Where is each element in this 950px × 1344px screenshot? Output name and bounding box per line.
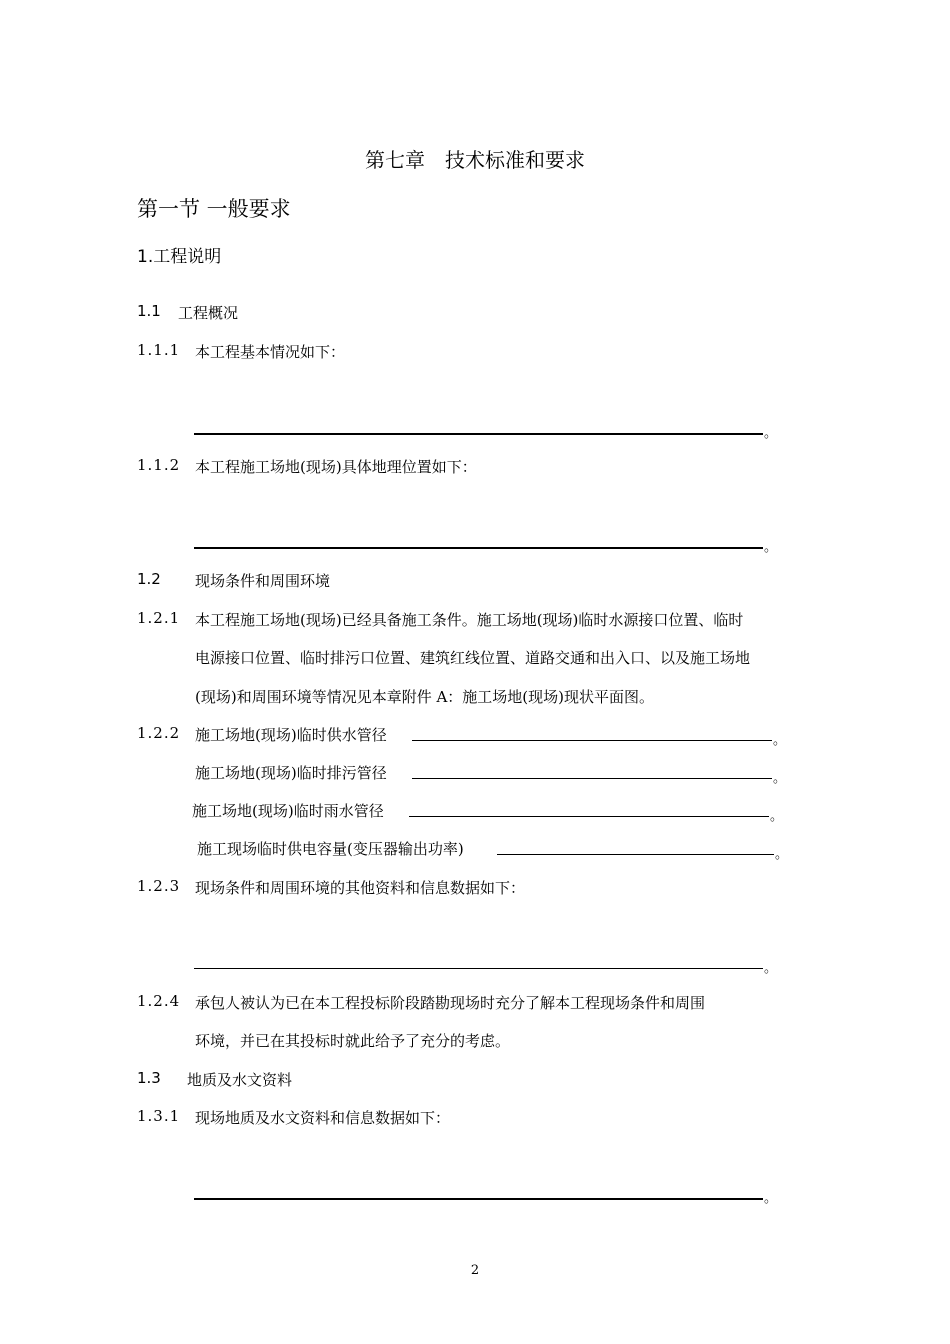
item-1-1-2-text: 本工程施工场地(现场)具体地理位置如下： — [195, 458, 477, 476]
heading-1-2-num: 1.2 — [137, 570, 161, 588]
item-1-3-1-num: 1.3.1 — [137, 1107, 181, 1125]
item-1-2-2-row-1: 施工场地(现场)临时供水管径 — [195, 726, 387, 744]
item-1-2-2-row-4: 施工现场临时供电容量(变压器输出功率) — [197, 840, 464, 858]
heading-1: 1.工程说明 — [137, 247, 222, 267]
fill-line-1-2-2-2 — [412, 778, 772, 779]
heading-1-3-title: 地质及水文资料 — [187, 1071, 293, 1089]
item-1-2-1-line-2: 电源接口位置、临时排污口位置、建筑红线位置、道路交通和出入口、以及施工场地 — [195, 649, 751, 667]
item-1-1-2-num: 1.1.2 — [137, 456, 181, 474]
item-1-2-3-num: 1.2.3 — [137, 877, 181, 895]
fill-line-1-2-2-3 — [409, 816, 769, 817]
period: 。 — [770, 809, 784, 824]
heading-1-2-title: 现场条件和周围环境 — [195, 572, 331, 590]
item-1-2-3-text: 现场条件和周围环境的其他资料和信息数据如下： — [195, 879, 526, 897]
period: 。 — [764, 961, 778, 976]
item-1-3-1-text: 现场地质及水文资料和信息数据如下： — [195, 1109, 451, 1127]
page-number: 2 — [470, 1263, 480, 1278]
item-1-2-2-row-3: 施工场地(现场)临时雨水管径 — [192, 802, 384, 820]
item-1-2-2-num: 1.2.2 — [137, 724, 181, 742]
heading-1-1-num: 1.1 — [137, 302, 161, 320]
item-1-2-4-num: 1.2.4 — [137, 992, 181, 1010]
period: 。 — [775, 847, 789, 862]
period: 。 — [773, 771, 787, 786]
item-1-2-4-line-2: 环境，并已在其投标时就此给予了充分的考虑。 — [195, 1032, 511, 1050]
section-title: 第一节 一般要求 — [137, 197, 291, 221]
heading-1-1-title: 工程概况 — [178, 304, 239, 322]
heading-1-3-num: 1.3 — [137, 1069, 161, 1087]
item-1-1-1-text: 本工程基本情况如下： — [195, 343, 346, 361]
fill-line-1-2-2-1 — [412, 740, 772, 741]
period: 。 — [764, 1191, 778, 1206]
fill-line-1-2-3 — [194, 968, 763, 969]
item-1-2-2-row-2: 施工场地(现场)临时排污管径 — [195, 764, 387, 782]
item-1-2-4-line-1: 承包人被认为已在本工程投标阶段踏勘现场时充分了解本工程现场条件和周围 — [195, 994, 706, 1012]
fill-line-1-1-1 — [194, 433, 763, 435]
period: 。 — [773, 733, 787, 748]
item-1-1-1-num: 1.1.1 — [137, 341, 181, 359]
period: 。 — [764, 426, 778, 441]
period: 。 — [764, 540, 778, 555]
fill-line-1-2-2-4 — [497, 854, 774, 855]
item-1-2-1-line-1: 本工程施工场地(现场)已经具备施工条件。施工场地(现场)临时水源接口位置、临时 — [195, 611, 744, 629]
item-1-2-1-num: 1.2.1 — [137, 609, 181, 627]
fill-line-1-3-1 — [194, 1198, 763, 1200]
fill-line-1-1-2 — [194, 547, 763, 549]
chapter-title: 第七章 技术标准和要求 — [365, 148, 585, 172]
item-1-2-1-line-3: (现场)和周围环境等情况见本章附件 A：施工场地(现场)现状平面图。 — [195, 688, 655, 706]
